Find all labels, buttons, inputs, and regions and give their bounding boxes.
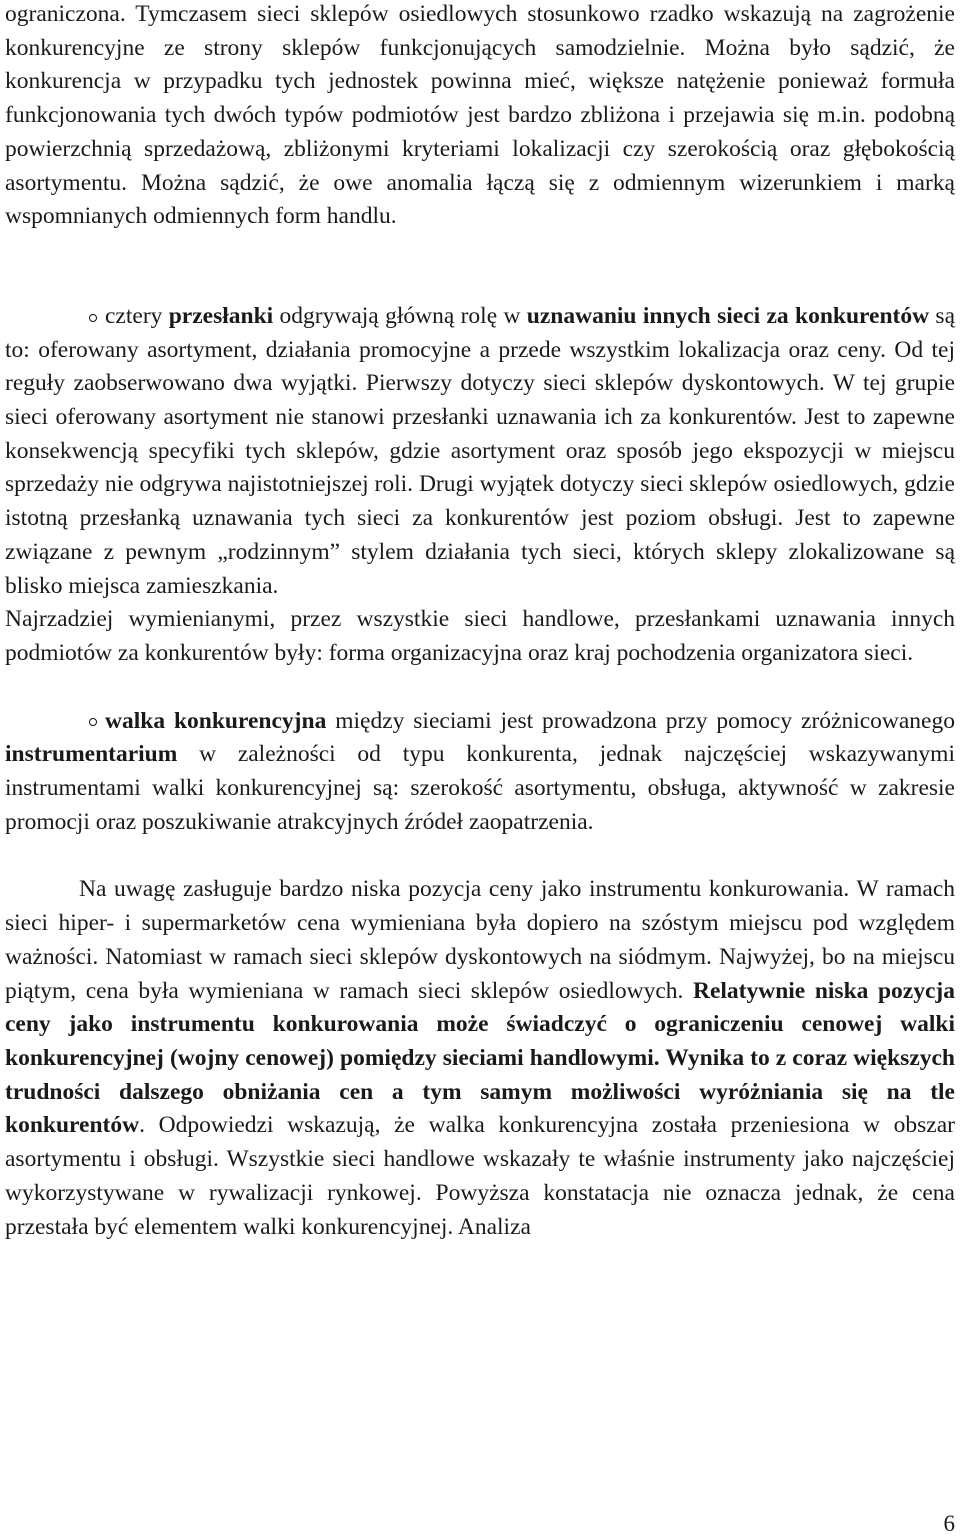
bullet-paragraph-premises [5,300,955,603]
bold-run: uznawaniu innych sieci za konkurentów [526,302,930,329]
text-run: są to: oferowany asortyment, działania promocyjne a przede wszystkim lokalizacja oraz ceny. Od tej reguły zaobserwowano dwa wyjątki. Pierwszy dotyczy sieci sklepów dyskontowych. W tej grupie sieci oferowany asortyment nie stanowi przesłanki uznawania ich za konkurentów. Jest to zapewne konsekwencją specyfiki tych sklepów, gdzie asortyment oraz sposób jego ekspozycji w miejscu sprzedaży nie odgrywa najistotniejszej roli. Drugi wyjątek dotyczy sieci sklepów osiedlowych, gdzie istotną przesłanką uznawania tych sieci za konkurentów jest poziom obsługi. Jest to zapewne związane z pewnym „rodzinnym” stylem działania tych sieci, których sklepy zlokalizowane są blisko miejsca zamieszkania. [5,302,956,599]
text-run: w zależności od typu konkurenta, jednak najczęściej wskazywanymi instrumentami walki konkurencyjnej są: szerokość asortymentu, obsługa, aktywność w zakresie promocji oraz poszukiwanie atrakcyjnych źródeł zaopatrzenia. [5,741,955,835]
page-number: 6 [943,1511,955,1536]
text-run: odgrywają główną rolę w [273,302,527,329]
paragraph-intro [5,0,955,234]
text-run: między sieciami jest prowadzona przy pomocy zróżnicowanego [326,707,955,734]
bold-run: Relatywnie niska pozycja ceny jako instrumentu konkurowania może świadczyć o ograniczeniu cenowej walki konkurencyjnej (wojny cenowej) pomiędzy sieciami handlowymi. Wynika to z coraz większych trudności dalszego obniżania cen a tym samym możliwości wyróżniania się na tle konkurentów [5,977,955,1139]
bold-run: instrumentarium [5,741,178,768]
paragraph-price-position [5,873,955,1244]
bullet-icon [89,314,97,322]
paragraph-intro-text: ograniczona. Tymczasem sieci sklepów osiedlowych stosunkowo rzadko wskazują na zagrożenie konkurencyjne ze strony sklepów funkcjonujących samodzielnie. Można było sądzić, że konkurencja w przypadku tych jednostek powinna mieć, większe natężenie ponieważ formuła funkcjonowania tych dwóch typów podmiotów jest bardzo zbliżona i przejawia się m.in. podobną powierzchnią sprzedażową, zbliżonymi kryteriami lokalizacji czy szerokością oraz głębokością asortymentu. Można sądzić, że owe anomalia łączą się z odmiennym wizerunkiem i marką wspomnianych odmiennych form handlu. [5,1,955,230]
bold-run: przesłanki [168,302,274,329]
text-run: . Odpowiedzi wskazują, że walka konkurencyjna została przeniesiona w obszar asortymentu i obsługi. Wszystkie sieci handlowe wskazały te właśnie instrumenty jako najczęściej wykorzystywane w rywalizacji rynkowej. Powyższa konstatacja nie oznacza jednak, że cena przestała być elementem walki konkurencyjnej. Analiza [5,1112,955,1240]
document-page [5,0,955,1244]
paragraph-text: Najrzadziej wymienianymi, przez wszystkie sieci handlowe, przesłankami uznawania innych podmiotów za konkurentów były: forma organizacyjna oraz kraj pochodzenia organizatora sieci. [5,606,955,666]
bold-run: walka konkurencyjna [105,707,327,734]
bullet-paragraph-competition [5,705,955,840]
bullet-icon [89,718,97,726]
text-run: Na uwagę zasługuje bardzo niska pozycja ceny jako instrumentu konkurowania. W ramach sieci hiper- i supermarketów cena wymieniana była dopiero na szóstym miejscu pod względem ważności. Natomiast w ramach sieci sklepów dyskontowych na siódmym. Najwyżej, bo na miejscu piątym, cena była wymieniana w ramach sieci sklepów osiedlowych. [5,876,955,1004]
text-run: cztery [105,302,169,329]
paragraph-rarest-premises [5,603,955,670]
